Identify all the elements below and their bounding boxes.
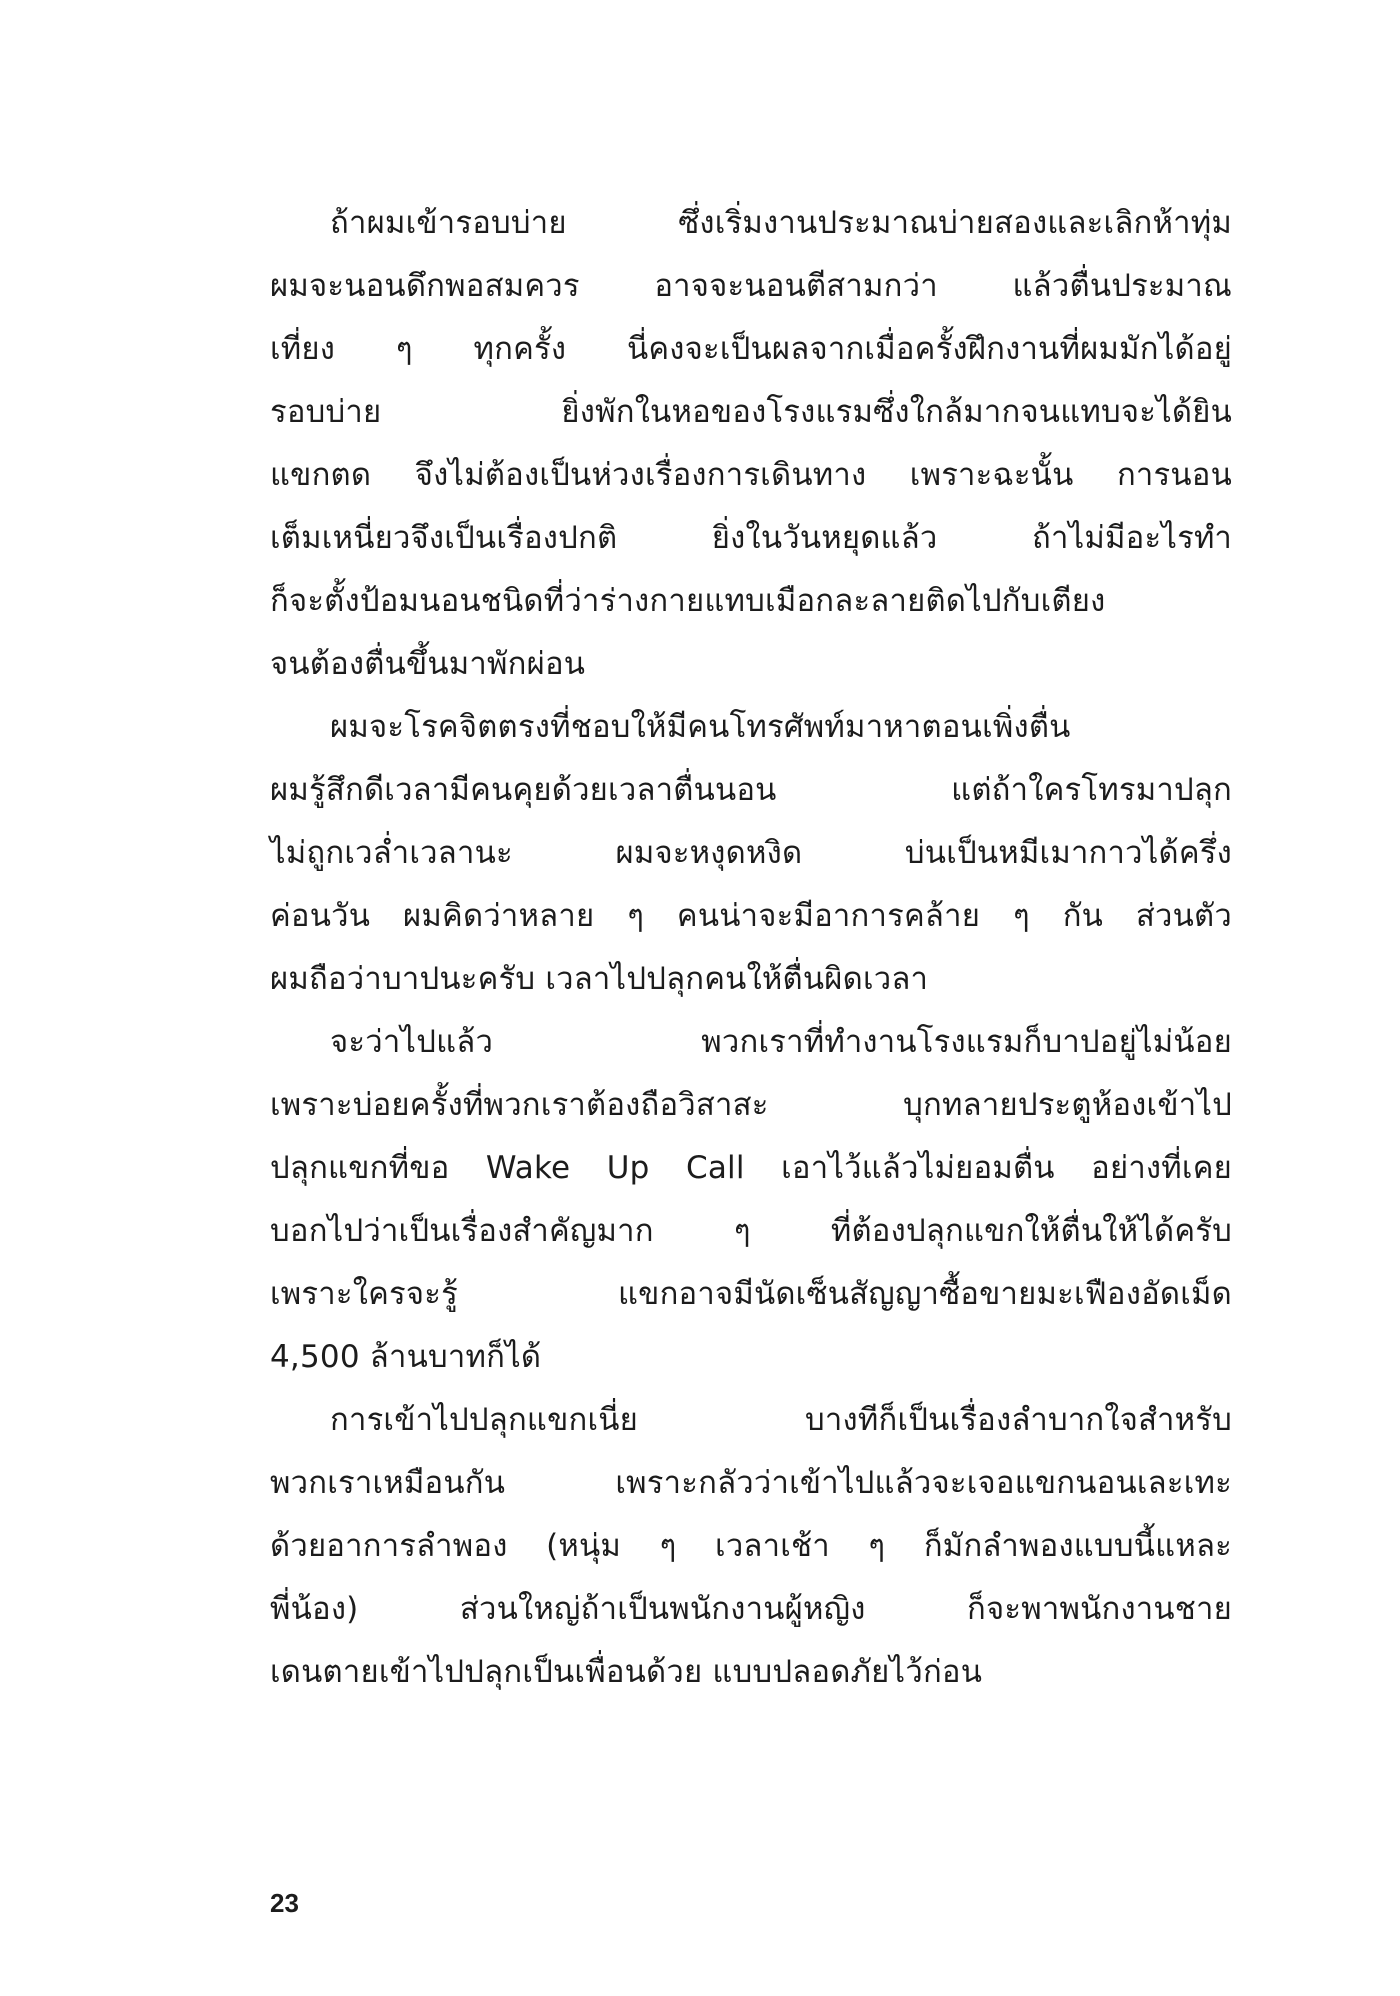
- text-line: จะว่าไปแล้ว พวกเราที่ทำงานโรงแรมก็บาปอยู่ไม่น้อย: [330, 1024, 1232, 1060]
- text-line: ถ้าผมเข้ารอบบ่าย ซึ่งเริ่มงานประมาณบ่ายสองและเลิกห้าทุ่ม: [330, 205, 1232, 241]
- text-line: เที่ยง ๆ ทุกครั้ง นี่คงจะเป็นผลจากเมื่อครั้งฝึกงานที่ผมมักได้อยู่: [270, 331, 1232, 367]
- paragraph-1: [270, 192, 1232, 696]
- text-line: แขกตด จึงไม่ต้องเป็นห่วงเรื่องการเดินทาง เพราะฉะนั้น การนอน: [270, 457, 1232, 493]
- paragraph-2: [270, 696, 1232, 1011]
- text-line: บอกไปว่าเป็นเรื่องสำคัญมาก ๆ ที่ต้องปลุกแขกให้ตื่นให้ได้ครับ: [270, 1213, 1232, 1249]
- text-line: ปลุกแขกที่ขอ Wake Up Call เอาไว้แล้วไม่ยอมตื่น อย่างที่เคย: [270, 1150, 1232, 1186]
- text-line: ค่อนวัน ผมคิดว่าหลาย ๆ คนน่าจะมีอาการคล้าย ๆ กัน ส่วนตัว: [270, 898, 1232, 934]
- text-line: ด้วยอาการลำพอง (หนุ่ม ๆ เวลาเช้า ๆ ก็มักลำพองแบบนี้แหละ: [270, 1528, 1232, 1564]
- text-line: เดนตายเข้าไปปลุกเป็นเพื่อนด้วย แบบปลอดภัยไว้ก่อน: [270, 1654, 983, 1690]
- text-line: รอบบ่าย ยิ่งพักในหอของโรงแรมซึ่งใกล้มากจนแทบจะได้ยิน: [270, 394, 1232, 430]
- text-line: เต็มเหนี่ยวจึงเป็นเรื่องปกติ ยิ่งในวันหยุดแล้ว ถ้าไม่มีอะไรทำ: [270, 520, 1232, 556]
- body-text: [270, 192, 1232, 1704]
- paragraph-4: [270, 1389, 1232, 1704]
- text-line: ก็จะตั้งป้อมนอนชนิดที่ว่าร่างกายแทบเมือกละลายติดไปกับเตียง: [270, 583, 1106, 619]
- text-line: ไม่ถูกเวล่ำเวลานะ ผมจะหงุดหงิด บ่นเป็นหมีเมากาวได้ครึ่ง: [270, 835, 1232, 871]
- paragraph-3: [270, 1011, 1232, 1389]
- text-line: พวกเราเหมือนกัน เพราะกลัวว่าเข้าไปแล้วจะเจอแขกนอนเละเทะ: [270, 1465, 1232, 1501]
- text-line: 4,500 ล้านบาทก็ได้: [270, 1339, 542, 1375]
- page-number: 23: [270, 1888, 299, 1918]
- text-line: ผมจะนอนดึกพอสมควร อาจจะนอนตีสามกว่า แล้วตื่นประมาณ: [270, 268, 1232, 304]
- text-line: จนต้องตื่นขึ้นมาพักผ่อน: [270, 646, 586, 682]
- text-line: เพราะใครจะรู้ แขกอาจมีนัดเซ็นสัญญาซื้อขายมะเฟืองอัดเม็ด: [270, 1276, 1232, 1312]
- text-line: ผมรู้สึกดีเวลามีคนคุยด้วยเวลาตื่นนอน แต่ถ้าใครโทรมาปลุก: [270, 772, 1232, 808]
- text-line: พี่น้อง) ส่วนใหญ่ถ้าเป็นพนักงานผู้หญิง ก็จะพาพนักงานชาย: [270, 1591, 1232, 1627]
- text-line: ผมถือว่าบาปนะครับ เวลาไปปลุกคนให้ตื่นผิดเวลา: [270, 961, 929, 997]
- text-line: การเข้าไปปลุกแขกเนี่ย บางทีก็เป็นเรื่องลำบากใจสำหรับ: [330, 1402, 1232, 1438]
- text-line: เพราะบ่อยครั้งที่พวกเราต้องถือวิสาสะ บุกทลายประตูห้องเข้าไป: [270, 1087, 1232, 1123]
- text-line: ผมจะโรคจิตตรงที่ชอบให้มีคนโทรศัพท์มาหาตอนเพิ่งตื่น: [330, 709, 1071, 745]
